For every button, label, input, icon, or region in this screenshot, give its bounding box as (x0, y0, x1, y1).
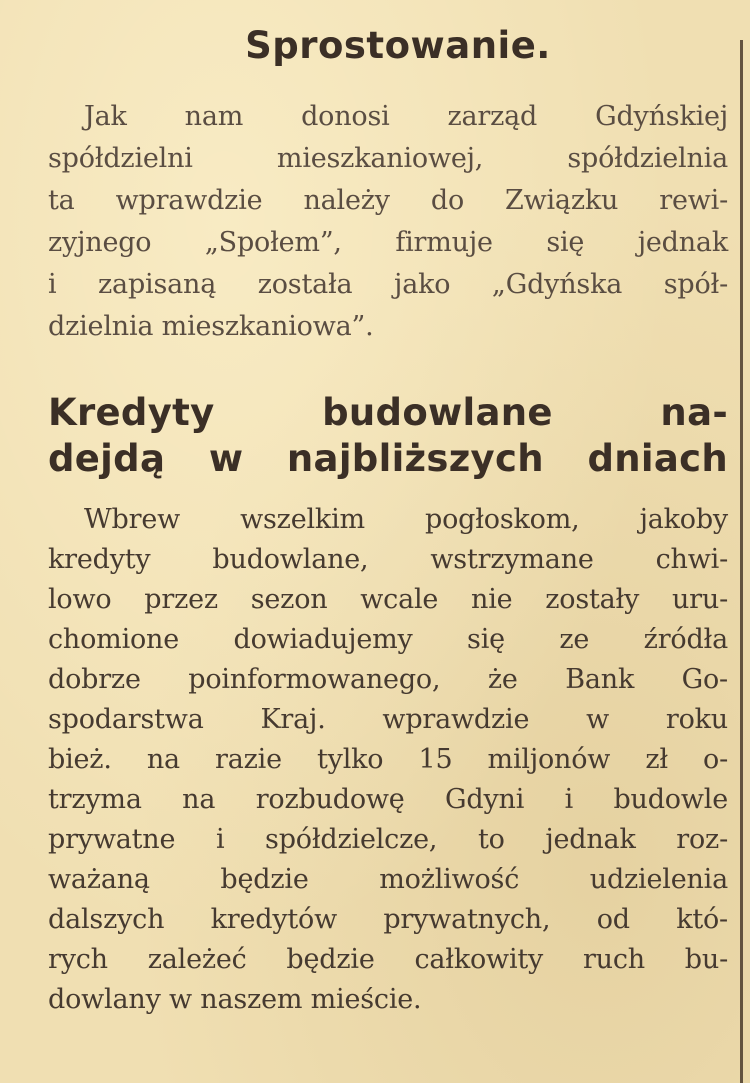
body-line: ważaną będzie możliwość udzielenia (48, 864, 728, 895)
article-building-credits (48, 390, 728, 1020)
body-line: dowlany w naszem mieście. (48, 984, 422, 1015)
headline-line: Kredyty budowlane na- (48, 391, 728, 434)
body-line: Wbrew wszelkim pogłoskom, jakoby (84, 504, 728, 535)
body-line: chomione dowiadujemy się ze źródła (48, 624, 728, 655)
body-line: spółdzielni mieszkaniowej, spółdzielnia (48, 143, 728, 174)
body-line: bież. na razie tylko 15 miljonów zł o- (48, 744, 728, 775)
body-line: Jak nam donosi zarząd Gdyńskiej (84, 101, 728, 132)
body-line: kredyty budowlane, wstrzymane chwi- (48, 544, 728, 575)
column-rule (740, 40, 743, 1083)
article-body (48, 500, 728, 1020)
headline-line: dejdą w najbliższych dniach (48, 437, 728, 480)
body-line: dzielnia mieszkaniowa”. (48, 311, 374, 342)
body-line: i zapisaną została jako „Gdyńska spół- (48, 269, 728, 300)
article-headline (48, 390, 728, 482)
body-line: dobrze poinformowanego, że Bank Go- (48, 664, 728, 695)
body-line: spodarstwa Kraj. wprawdzie w roku (48, 704, 728, 735)
body-line: zyjnego „Społem”, firmuje się jednak (48, 227, 728, 258)
article-headline: Sprostowanie. (245, 24, 551, 67)
body-line: lowo przez sezon wcale nie zostały uru- (48, 584, 728, 615)
article-body (48, 96, 728, 348)
body-line: trzyma na rozbudowę Gdyni i budowle (48, 784, 728, 815)
body-line: rych zależeć będzie całkowity ruch bu- (48, 944, 728, 975)
body-line: dalszych kredytów prywatnych, od któ- (48, 904, 728, 935)
body-line: prywatne i spółdzielcze, to jednak roz- (48, 824, 728, 855)
body-line: ta wprawdzie należy do Związku rewi- (48, 185, 728, 216)
article-correction (48, 20, 728, 348)
